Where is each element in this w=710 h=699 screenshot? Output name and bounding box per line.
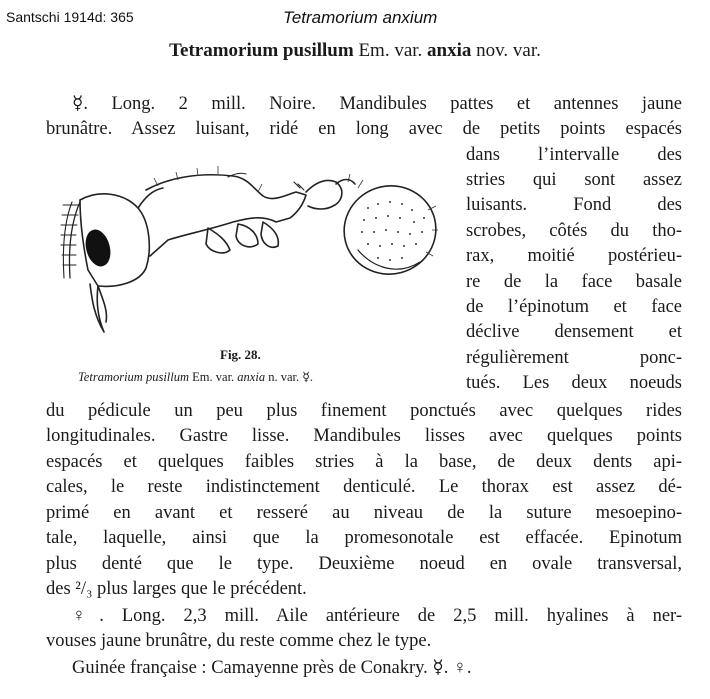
- species-title: [0, 40, 710, 62]
- worker-right-1: dans l’intervalle des: [466, 145, 682, 165]
- figure-caption: [78, 369, 313, 385]
- worker-right-8: déclive densement et: [466, 322, 682, 342]
- queen-line-2: vouses jaune brunâtre, du reste comme chez le type.: [46, 631, 432, 651]
- worker-right-10: tués. Les deux noeuds: [466, 373, 682, 393]
- citation-header: Santschi 1914d: 365: [6, 9, 134, 25]
- worker-full-1: du pédicule un peu plus finement ponctués avec quelques rides: [46, 401, 682, 421]
- figure-caption-var: anxia: [237, 370, 266, 384]
- worker-right-2: stries qui sont assez: [466, 170, 682, 190]
- locality-line: Guinée française : Camayenne près de Conakry. ☿. ♀.: [72, 658, 472, 678]
- queen-line-1: ♀. Long. 2,3 mill. Aile antérieure de 2,5 mill. hyalines à ner-: [72, 606, 682, 626]
- figure-caption-species: Tetramorium pusillum: [78, 370, 190, 384]
- worker-full-8: des ²/₃ plus larges que le précédent.: [46, 579, 307, 599]
- taxon-header: Tetramorium anxium: [283, 8, 438, 27]
- worker-full-7: plus denté que le type. Deuxième noeud en ovale transversal,: [46, 554, 682, 574]
- worker-line-2: brunâtre. Assez luisant, ridé en long avec de petits points espacés: [46, 119, 682, 139]
- worker-right-4: scrobes, côtés du tho-: [466, 221, 682, 241]
- worker-right-6: re de la face basale: [466, 272, 682, 292]
- worker-right-9: régulièrement ponc-: [466, 348, 682, 368]
- figure-label: Fig. 28.: [220, 347, 261, 362]
- title-status: nov. var.: [476, 40, 541, 61]
- figure-caption-rest: Em. var.: [192, 370, 235, 384]
- worker-right-3: luisants. Fond des: [466, 195, 682, 215]
- worker-right-7: de l’épinotum et face: [466, 297, 682, 317]
- figure-caption-end: n. var. ☿.: [268, 370, 314, 384]
- worker-line-1: ☿. Long. 2 mill. Noire. Mandibules pattes et antennes jaune: [72, 94, 682, 114]
- title-author: Em. var.: [358, 40, 423, 61]
- worker-full-5: primé en avant et resseré au niveau de la suture mesoepino-: [46, 503, 682, 523]
- title-variety: anxia: [427, 40, 472, 61]
- worker-full-6: tale, laquelle, ainsi que la promesonotale est effacée. Epinotum: [46, 528, 682, 548]
- worker-full-4: cales, le reste indistinctement denticulé. Le thorax est assez dé-: [46, 477, 682, 497]
- worker-full-2: longitudinales. Gastre lisse. Mandibules lisses avec quelques points: [46, 426, 682, 446]
- ant-figure: [58, 160, 438, 350]
- title-species: Tetramorium pusillum: [169, 40, 354, 61]
- worker-right-5: rax, moitié postérieu-: [466, 246, 682, 266]
- worker-full-3: espacés et quelques faibles stries à la base, de deux dents api-: [46, 452, 682, 472]
